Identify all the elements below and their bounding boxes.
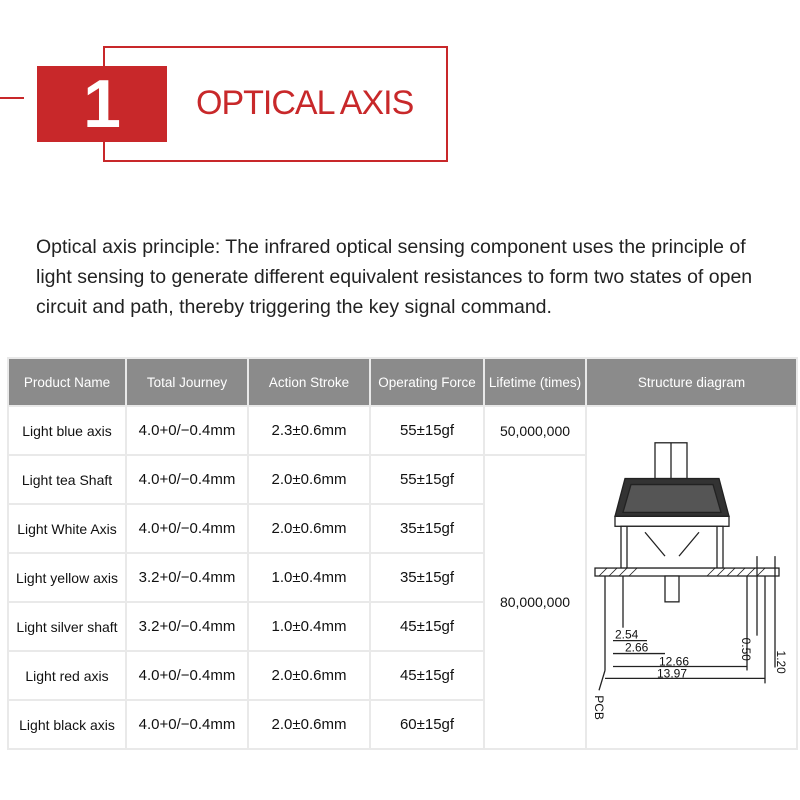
cell-action-stroke: 2.0±0.6mm — [249, 505, 369, 552]
cell-total-journey: 4.0+0/−0.4mm — [127, 701, 247, 748]
spec-table — [7, 357, 798, 750]
table-row — [9, 407, 796, 454]
cell-product-name: Light silver shaft — [9, 603, 125, 650]
cell-operating-force: 60±15gf — [371, 701, 483, 748]
section-number-block — [37, 66, 167, 142]
cell-product-name: Light black axis — [9, 701, 125, 748]
cell-total-journey: 4.0+0/−0.4mm — [127, 456, 247, 503]
section-number: 1 — [83, 66, 121, 142]
header-product-name: Product Name — [9, 359, 125, 405]
table-header-row — [9, 359, 796, 405]
cell-total-journey: 3.2+0/−0.4mm — [127, 554, 247, 601]
structure-diagram-cell — [587, 407, 796, 748]
cell-operating-force: 45±15gf — [371, 652, 483, 699]
cell-action-stroke: 2.0±0.6mm — [249, 701, 369, 748]
diagram-dim-1266: 12.66 — [659, 654, 690, 669]
diagram-pcb-label: PCB — [591, 695, 607, 720]
cell-product-name: Light tea Shaft — [9, 456, 125, 503]
diagram-dim-254: 2.54 — [615, 627, 639, 642]
description-text: Optical axis principle: The infrared optical sensing component uses the principle of light sensing to generate different equivalent resistances to form two states of open circuit and path, thereby triggering the key signal command. — [36, 236, 753, 318]
diagram-dim-1397: 13.97 — [657, 666, 688, 681]
section-title: OPTICAL AXIS — [196, 84, 414, 122]
cell-lifetime-rest: 80,000,000 — [485, 456, 585, 748]
cell-total-journey: 4.0+0/−0.4mm — [127, 652, 247, 699]
diagram-dim-266: 2.66 — [625, 640, 649, 655]
diagram-bottom-housing — [615, 516, 729, 526]
cell-total-journey: 4.0+0/−0.4mm — [127, 505, 247, 552]
cell-lifetime-first: 50,000,000 — [485, 407, 585, 454]
cell-operating-force: 55±15gf — [371, 407, 483, 454]
cell-action-stroke: 2.0±0.6mm — [249, 652, 369, 699]
cell-product-name: Light red axis — [9, 652, 125, 699]
header-lifetime: Lifetime (times) — [485, 359, 585, 405]
cell-operating-force: 45±15gf — [371, 603, 483, 650]
header-total-journey: Total Journey — [127, 359, 247, 405]
cell-action-stroke: 2.0±0.6mm — [249, 456, 369, 503]
cell-product-name: Light yellow axis — [9, 554, 125, 601]
header-structure-diagram: Structure diagram — [587, 359, 796, 405]
diagram-dim-120: 1.20 — [773, 650, 789, 674]
cell-action-stroke: 1.0±0.4mm — [249, 554, 369, 601]
switch-structure-diagram — [587, 407, 796, 748]
cell-action-stroke: 2.3±0.6mm — [249, 407, 369, 454]
cell-total-journey: 4.0+0/−0.4mm — [127, 407, 247, 454]
cell-total-journey: 3.2+0/−0.4mm — [127, 603, 247, 650]
cell-operating-force: 35±15gf — [371, 505, 483, 552]
diagram-dim-050: 0.50 — [738, 637, 754, 661]
header-dash — [0, 97, 24, 99]
cell-product-name: Light White Axis — [9, 505, 125, 552]
cell-operating-force: 55±15gf — [371, 456, 483, 503]
header-operating-force: Operating Force — [371, 359, 483, 405]
cell-operating-force: 35±15gf — [371, 554, 483, 601]
cell-product-name: Light blue axis — [9, 407, 125, 454]
header-action-stroke: Action Stroke — [249, 359, 369, 405]
cell-action-stroke: 1.0±0.4mm — [249, 603, 369, 650]
